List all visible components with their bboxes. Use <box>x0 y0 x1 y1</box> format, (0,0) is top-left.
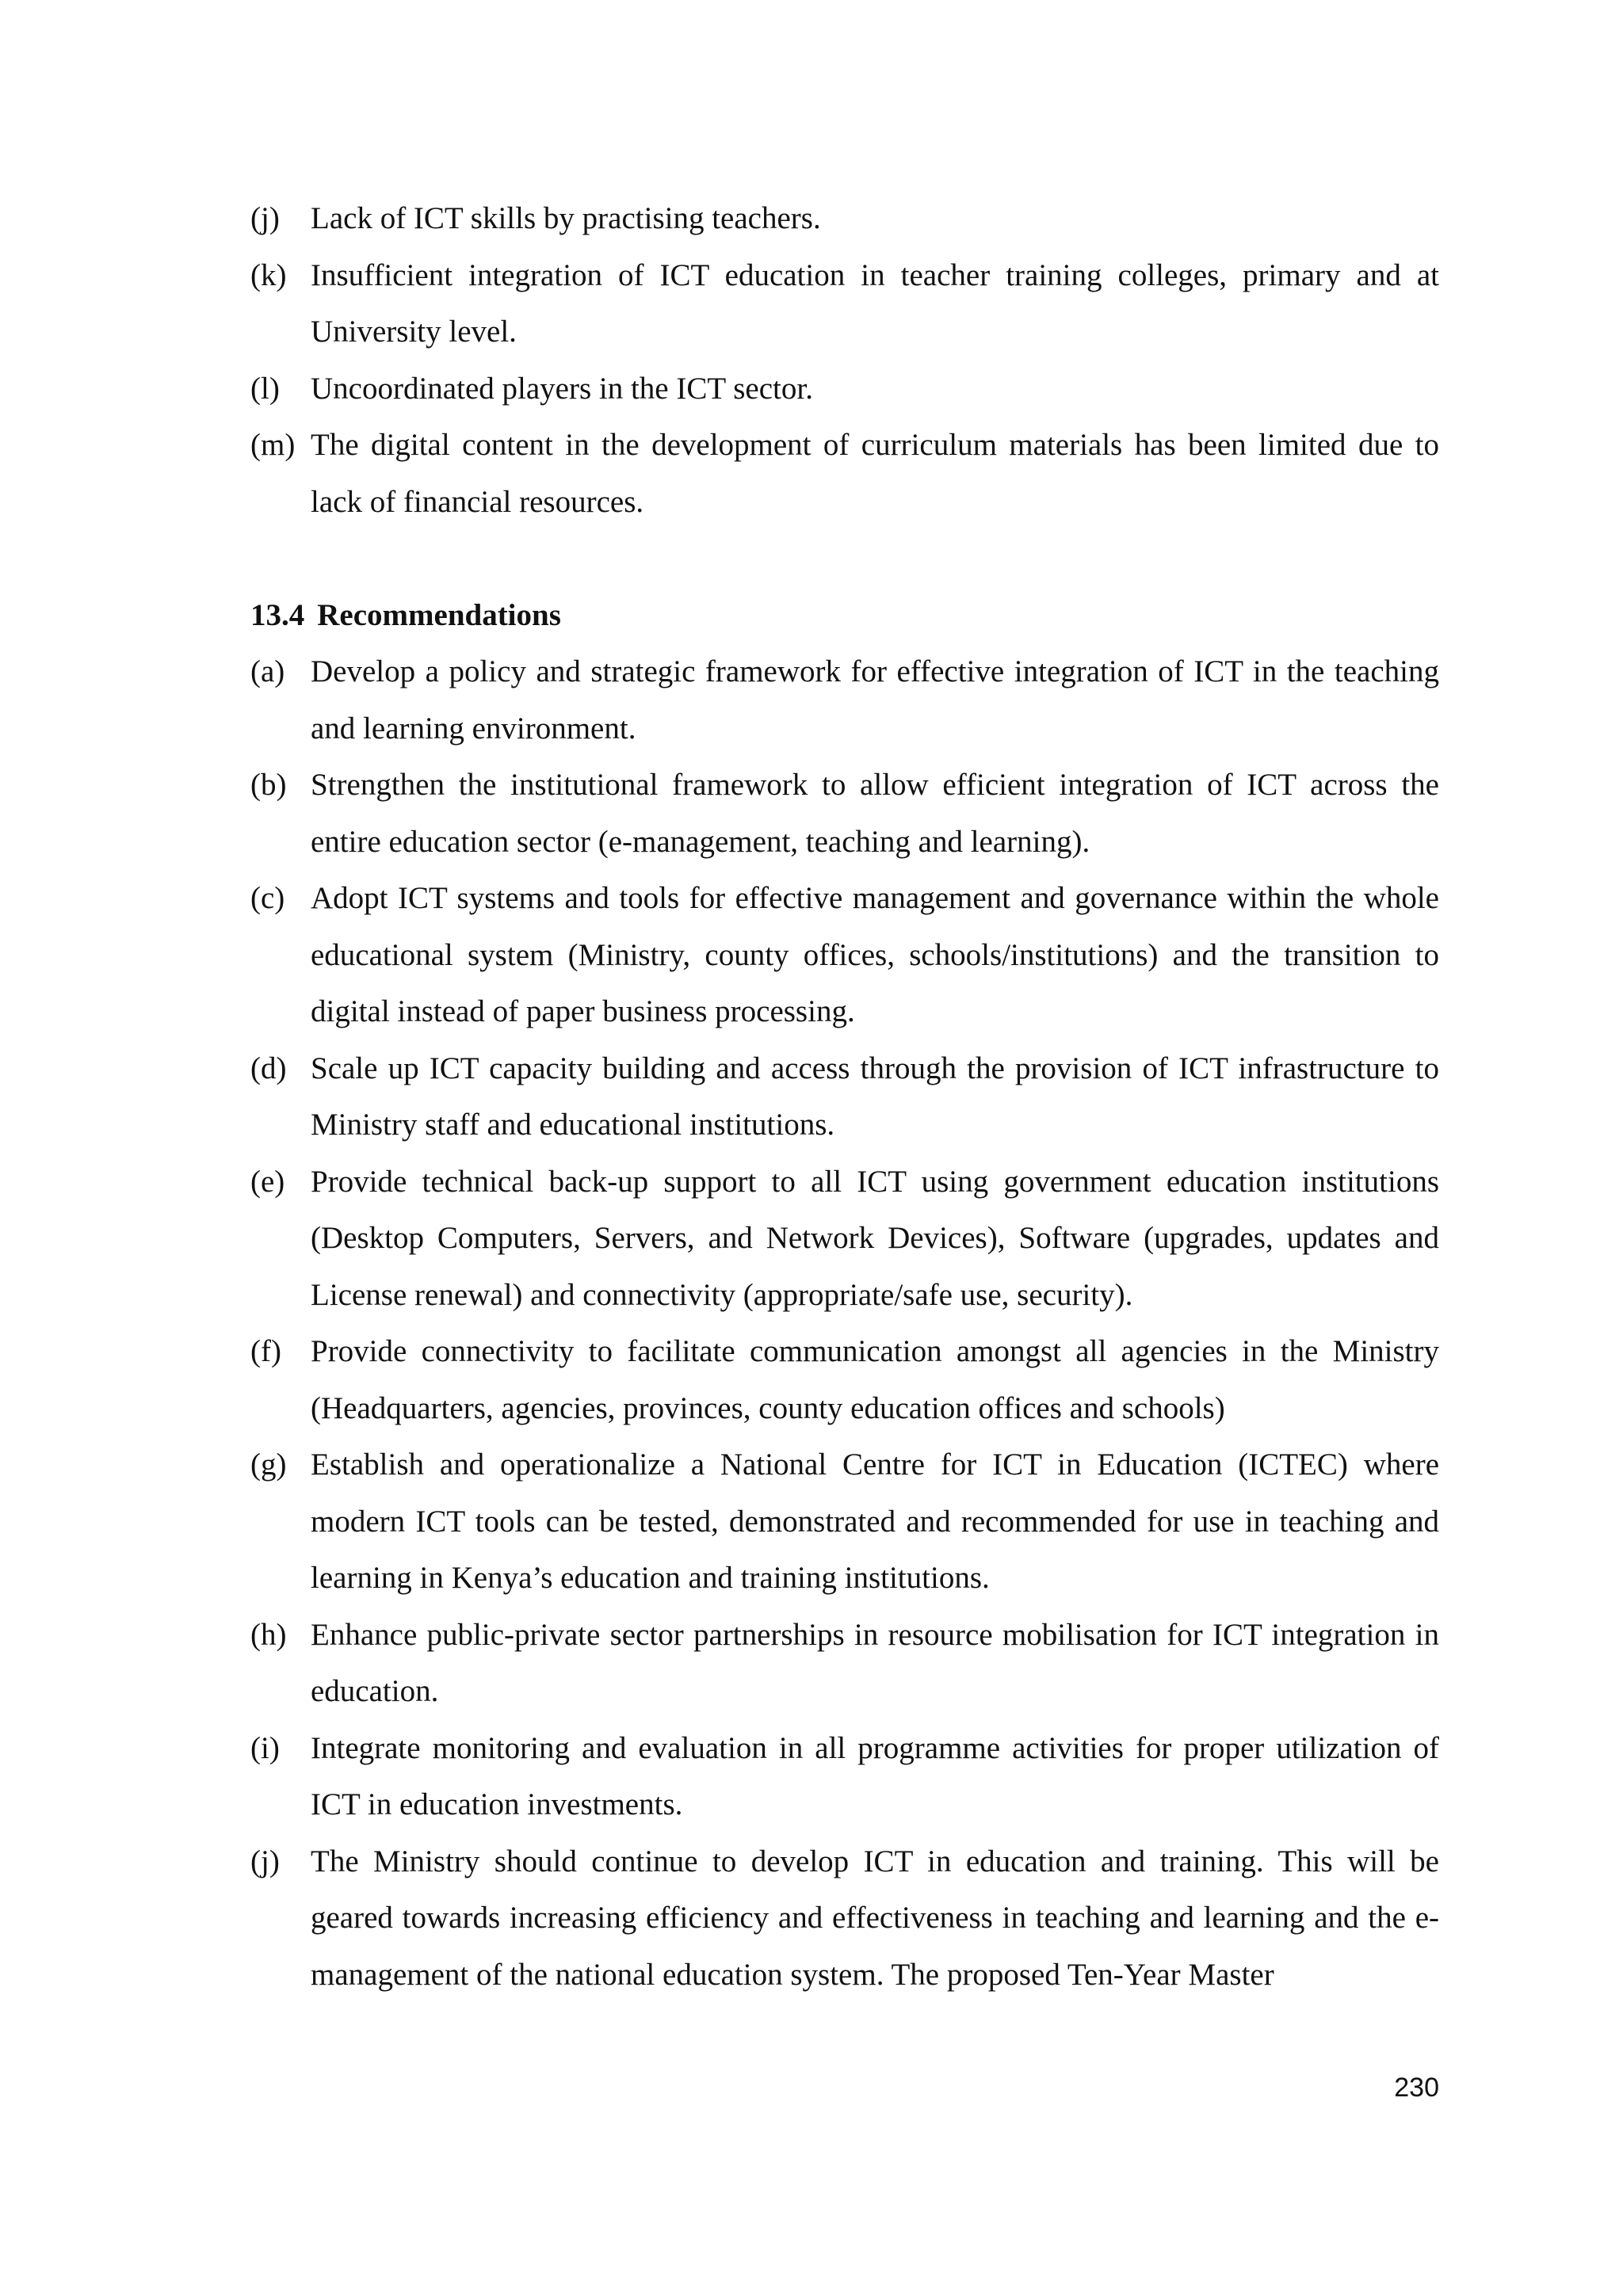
list-item <box>250 870 1439 1040</box>
item-marker: (j) <box>250 201 280 235</box>
challenges-list <box>250 190 1439 530</box>
item-text: The Ministry should continue to develop ICT in education and training. This will be geared towards increasing efficiency and effectiveness in teaching and learning and the e-management of the national education system. The proposed Ten-Year Master <box>311 1844 1439 1992</box>
item-marker: (b) <box>250 768 287 802</box>
item-text: Integrate monitoring and evaluation in all programme activities for proper utilization of ICT in education investments. <box>311 1730 1439 1821</box>
list-item <box>250 1436 1439 1607</box>
item-marker: (k) <box>250 257 287 292</box>
list-item <box>250 190 1439 247</box>
item-marker: (f) <box>250 1334 281 1368</box>
item-text: Develop a policy and strategic framework for effective integration of ICT in the teaching and learning environment. <box>311 654 1439 746</box>
section-title: Recommendations <box>317 597 561 632</box>
list-item <box>250 360 1439 418</box>
item-marker: (a) <box>250 654 285 688</box>
page-content <box>250 190 1439 2003</box>
item-text: Insufficient integration of ICT education in teacher training colleges, primary and at University level. <box>311 257 1439 349</box>
list-item <box>250 1040 1439 1154</box>
list-item <box>250 1154 1439 1324</box>
item-marker: (l) <box>250 371 280 406</box>
recommendations-list <box>250 643 1439 2003</box>
list-item <box>250 1833 1439 2004</box>
list-item <box>250 757 1439 870</box>
list-item <box>250 247 1439 360</box>
item-marker: (j) <box>250 1844 280 1878</box>
list-item <box>250 1607 1439 1720</box>
item-marker: (i) <box>250 1730 280 1765</box>
list-item <box>250 643 1439 757</box>
item-text: Scale up ICT capacity building and access through the provision of ICT infrastructure to Ministry staff and educational institutions. <box>311 1051 1439 1142</box>
item-text: Adopt ICT systems and tools for effective management and governance within the whole educational system (Ministry, county offices, schools/institutions) and the transition to digital instead of paper business processing. <box>311 881 1439 1028</box>
item-text: Provide technical back-up support to all ICT using government education institutions (Desktop Computers, Servers, and Network Devices), Software (upgrades, updates and License renewal) and connectivity (appropriate/safe use, security). <box>311 1164 1439 1312</box>
item-text: Establish and operationalize a National Centre for ICT in Education (ICTEC) where modern ICT tools can be tested, demonstrated and recommended for use in teaching and learning in Kenya’s education and training institutions. <box>311 1447 1439 1595</box>
item-marker: (h) <box>250 1617 287 1652</box>
item-text: Strengthen the institutional framework to allow efficient integration of ICT across the entire education sector (e-management, teaching and learning). <box>311 768 1439 859</box>
item-marker: (e) <box>250 1164 285 1199</box>
list-item <box>250 1323 1439 1436</box>
item-marker: (c) <box>250 881 285 915</box>
item-marker: (d) <box>250 1051 287 1085</box>
item-text: Enhance public-private sector partnerships in resource mobilisation for ICT integration in education. <box>311 1617 1439 1708</box>
item-text: Lack of ICT skills by practising teachers. <box>311 201 821 235</box>
item-marker: (m) <box>250 428 296 462</box>
list-item <box>250 1720 1439 1833</box>
item-text: Provide connectivity to facilitate communication amongst all agencies in the Ministry (Headquarters, agencies, provinces, county education offices and schools) <box>311 1334 1439 1425</box>
item-text: The digital content in the development of curriculum materials has been limited due to lack of financial resources. <box>311 428 1439 519</box>
list-item <box>250 417 1439 530</box>
item-marker: (g) <box>250 1447 287 1482</box>
page-number: 230 <box>1394 2073 1439 2103</box>
section-heading <box>250 587 1439 644</box>
item-text: Uncoordinated players in the ICT sector. <box>311 371 813 406</box>
section-number: 13.4 <box>250 597 305 632</box>
